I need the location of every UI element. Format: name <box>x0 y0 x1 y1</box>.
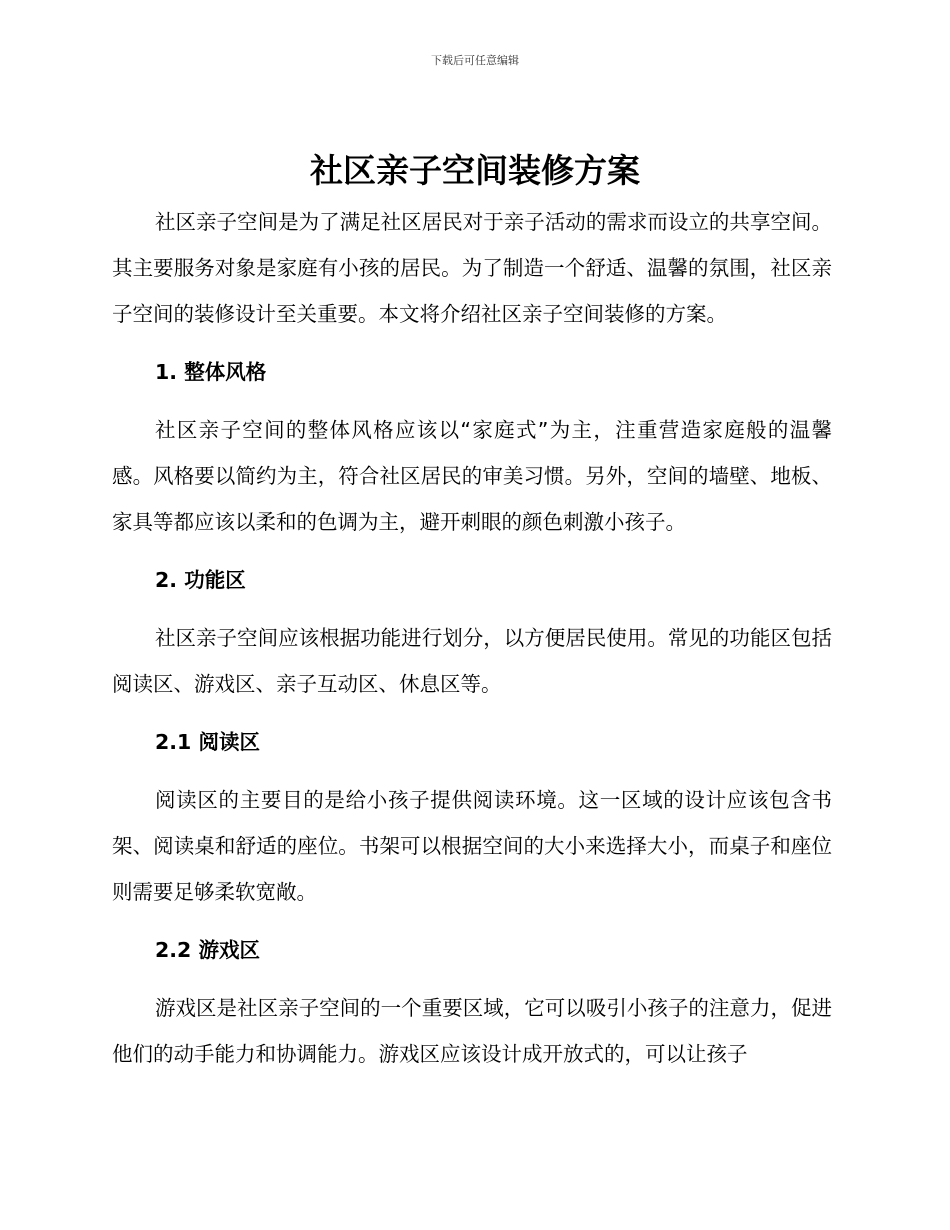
section-heading-reading-zone: 2.1 阅读区 <box>155 730 260 754</box>
page-header-note: 下载后可任意编辑 <box>431 54 519 67</box>
document-body <box>112 199 832 1077</box>
reading-zone-paragraph: 阅读区的主要目的是给小孩子提供阅读环境。这一区域的设计应该包含书架、阅读桌和舒适的座位。书架可以根据空间的大小来选择大小，而桌子和座位则需要足够柔软宽敞。 <box>112 788 832 904</box>
game-zone-paragraph: 游戏区是社区亲子空间的一个重要区域，它可以吸引小孩子的注意力，促进他们的动手能力和协调能力。游戏区应该设计成开放式的，可以让孩子 <box>112 996 832 1066</box>
function-zones-paragraph: 社区亲子空间应该根据功能进行划分，以方便居民使用。常见的功能区包括阅读区、游戏区、亲子互动区、休息区等。 <box>112 626 832 696</box>
section-heading-game-zone: 2.2 游戏区 <box>155 938 260 962</box>
section-heading-overall-style: 1. 整体风格 <box>155 360 267 384</box>
section-heading-function-zones: 2. 功能区 <box>155 568 246 592</box>
document-title: 社区亲子空间装修方案 <box>310 151 640 190</box>
intro-paragraph: 社区亲子空间是为了满足社区居民对于亲子活动的需求而设立的共享空间。其主要服务对象是家庭有小孩的居民。为了制造一个舒适、温馨的氛围，社区亲子空间的装修设计至关重要。本文将介绍社区亲子空间装修的方案。 <box>112 210 832 326</box>
overall-style-paragraph: 社区亲子空间的整体风格应该以“家庭式”为主，注重营造家庭般的温馨感。风格要以简约为主，符合社区居民的审美习惯。另外，空间的墙壁、地板、家具等都应该以柔和的色调为主，避开刺眼的颜色刺激小孩子。 <box>112 418 832 534</box>
